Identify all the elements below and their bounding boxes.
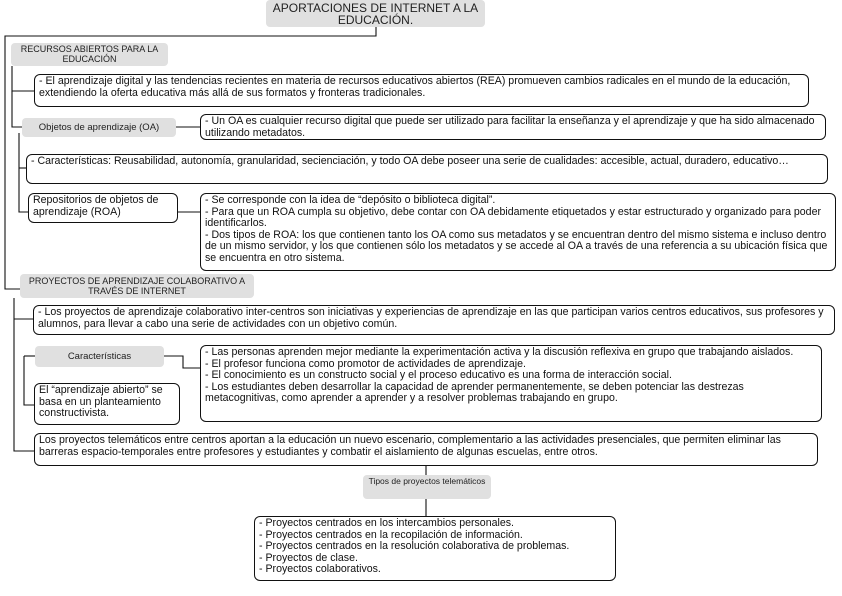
section1-heading: RECURSOS ABIERTOS PARA LA EDUCACIÓN [20,44,159,64]
section1-heading-box [11,43,168,66]
roa-detail-2: - Para que un ROA cumpla su objetivo, debe contar con OA debidamente etiquetados y estar estructurado y organizado para poder identificarlos. [205,205,821,230]
char-detail-1: - Las personas aprenden mejor mediante la experimentación activa y la discusión reflexiva en grupo que trabajando aislados. [205,346,794,358]
section2-heading-box [20,274,254,298]
roa-label-box [28,193,178,223]
section2-intro-text: - Los proyectos de aprendizaje colaborativo inter-centros son iniciativas y experiencias de aprendizaje en las que participan varios centros educativos, sus profesores y alumnos, para llevar a cabo una serie de actividades con un objetivo común. [38,306,824,330]
roa-details-box [200,193,836,271]
connector-oa-branch [12,91,22,127]
type-item-5: - Proyectos colaborativos. [259,563,381,576]
title-box [266,0,485,27]
roa-detail-3: - Dos tipos de ROA: los que contienen tanto los OA como sus metadatos y se encuentran dentro del mismo sistema e incluso dentro de un mismo servidor, y los que contienen sólo los metadatos y se accede al OA a través de una referencia a su ubicación física que se encuentra en otro sistema. [205,228,828,264]
characteristics-box [26,154,828,184]
telematic-projects-box [34,433,818,466]
oa-label-box [22,118,176,137]
section2-char-label: Características [67,351,132,362]
oa-definition-text: - Un OA es cualquier recurso digital que puede ser utilizado para facilitar la enseñanza y el aprendizaje y que ha sido almacenado utilizando metadatos. [205,115,815,139]
title-text: APORTACIONES DE INTERNET A LA EDUCACIÓN. [272,1,479,27]
open-learning-box [34,383,180,425]
char-detail-3: - El conocimiento es un constructo social y el proceso educativo es una forma de interacción social. [205,369,672,382]
telematic-projects-text: Los proyectos telemáticos entre centros aportan a la educación un nuevo escenario, complementario a las actividades presenciales, que permiten eliminar las barreras espacio-temporales entre profesores y estudiantes y combatir el aislamiento de algunas escuelas, entre otros. [39,434,781,458]
section2-intro-box [33,305,835,335]
section1-intro-box [34,74,809,107]
characteristics-text: - Características: Reusabilidad, autonomía, granularidad, secienciación, y todo OA debe poseer una serie de cualidades: accesible, actual, duradero, educativo… [31,155,789,167]
roa-label: Repositorios de objetos de aprendizaje (ROA) [33,194,159,218]
roa-detail-1: - Se corresponde con la idea de “depósito o biblioteca digital”. [205,194,496,206]
types-label-box [363,475,491,499]
type-item-2: - Proyectos centrados en la recopilación de información. [259,528,523,541]
char-detail-2: - El profesor funciona como promotor de actividades de aprendizaje. [205,357,526,370]
type-item-4: - Proyectos de clase. [259,551,358,564]
oa-label: Objetos de aprendizaje (OA) [38,122,160,133]
open-learning-text: El “aprendizaje abierto” se basa en un planteamiento constructivista. [39,384,163,420]
section2-char-details-box [200,345,822,422]
type-item-1: - Proyectos centrados en los intercambios personales. [259,517,514,529]
connector-char-subbranch [24,356,34,405]
connector-char-to-details [164,356,200,368]
types-list-box [254,516,616,581]
section1-intro-text: - El aprendizaje digital y las tendencias recientes en materia de recursos educativos abiertos (REA) promueven cambios radicales en el mundo de la educación, extendiendo la oferta educativa más allá de sus formatos y fronteras tradicionales. [39,75,791,99]
connector-section1-branch [12,66,34,91]
section2-heading: PROYECTOS DE APRENDIZAJE COLABORATIVO A TRAVÉS DE INTERNET [28,276,246,296]
section2-char-label-box [35,346,164,367]
char-detail-4: - Los estudiantes deben desarrollar la capacidad de aprender permanentemente, se deben potenciar las destrezas metacognitivas, como aprender a aprender y a resolver problemas trabajando en grupo. [205,380,744,405]
types-label: Tipos de proyectos telemáticos [368,476,486,486]
oa-definition-box [200,114,826,140]
type-item-3: - Proyectos centrados en la resolución colaborativa de problemas. [259,540,570,553]
